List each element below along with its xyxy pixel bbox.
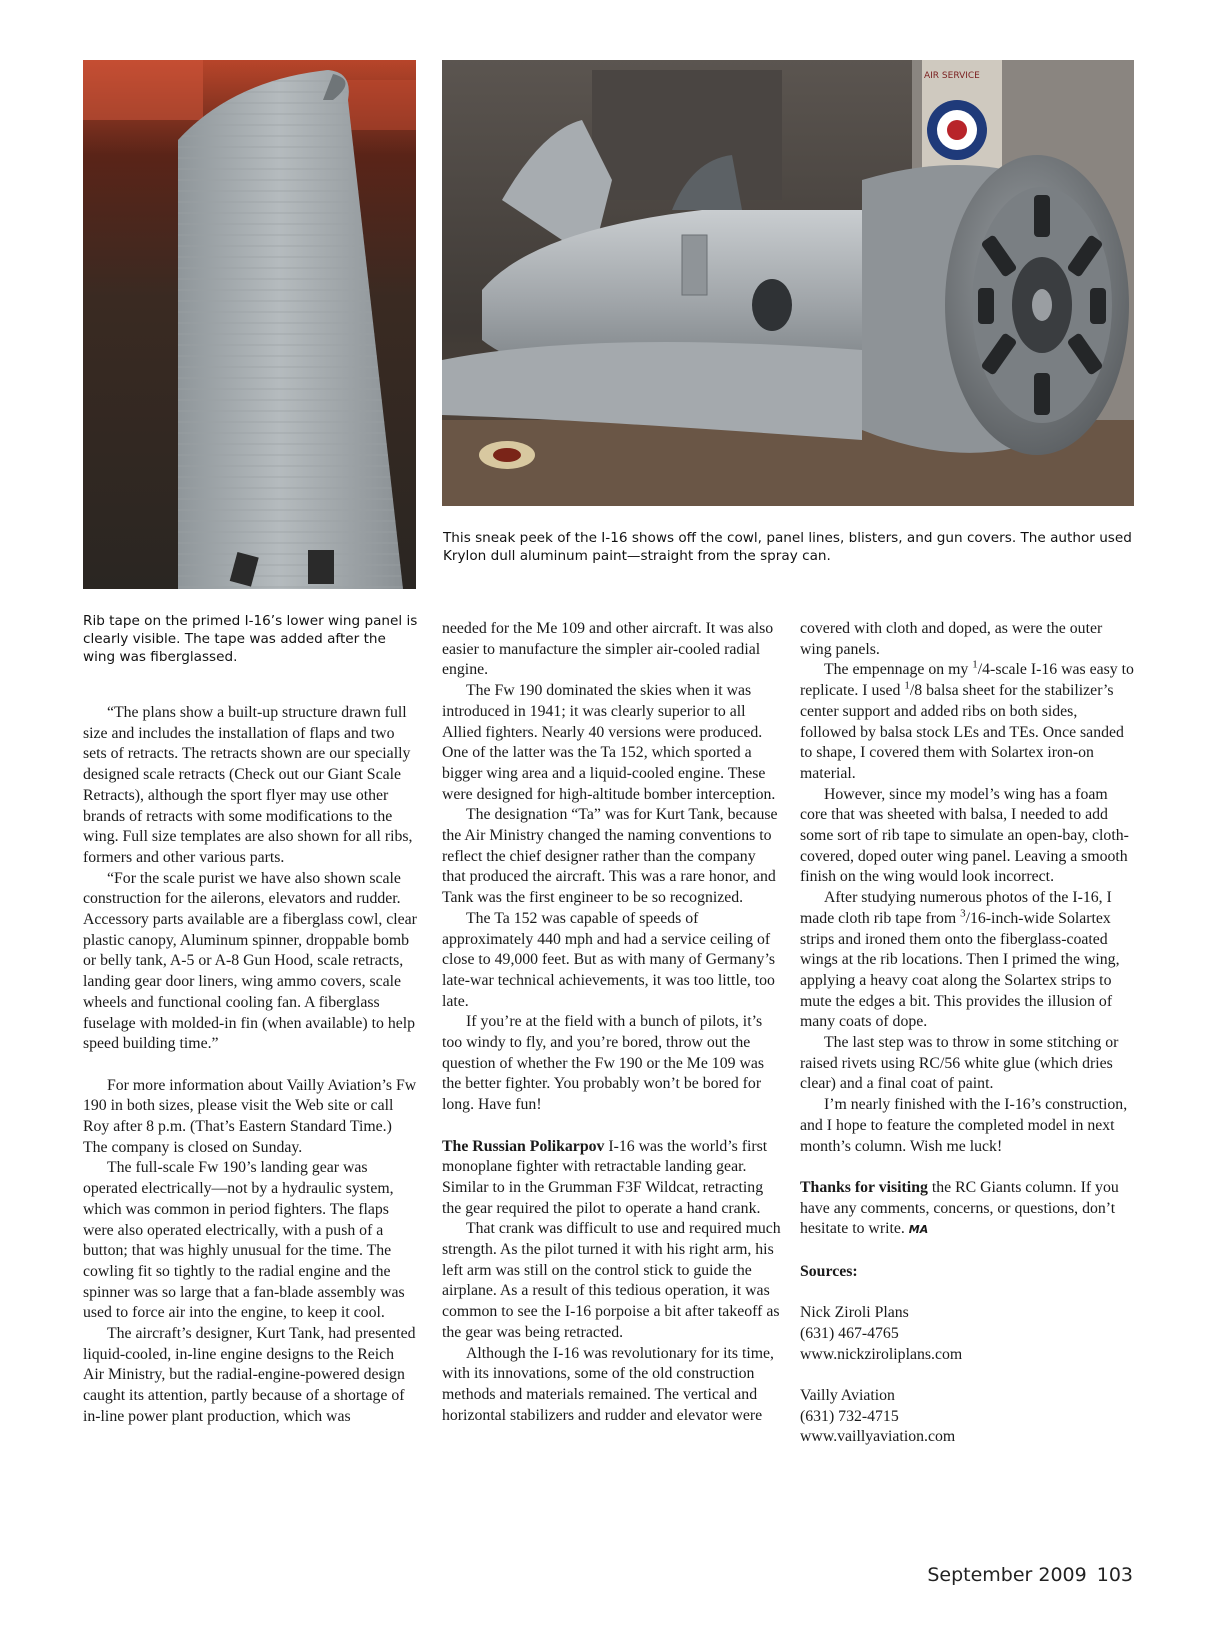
- wing-photo-illustration: [83, 60, 416, 589]
- paragraph-text: /4-scale I-16 was easy to replicate. I used: [800, 661, 1134, 700]
- paragraph: [442, 1137, 782, 1220]
- paragraph: For more information about Vailly Aviation’s Fw 190 in both sizes, please visit the Web site or call Roy after 8 p.m. (That’s Eastern Standard Time.) The company is closed on Sunday.: [83, 1076, 417, 1156]
- source-name: Nick Ziroli Plans: [800, 1304, 909, 1322]
- page-number: 103: [1096, 1564, 1133, 1586]
- paragraph: The Ta 152 was capable of speeds of approximately 440 mph and had a service ceiling of close to 49,000 feet. But as with many of Germany’s late-war technical achievements, it was too little, too late.: [442, 909, 775, 1010]
- fraction-numerator: 1: [904, 679, 910, 692]
- issue-date: September 2009: [927, 1564, 1087, 1586]
- article-column-3: [800, 619, 1135, 1448]
- ma-end-mark: MA: [908, 1223, 929, 1237]
- paragraph: The designation “Ta” was for Kurt Tank, because the Air Ministry changed the naming conventions to reflect the chief designer rather than the company that produced the aircraft. This was a rare honor, and Tank was the first engineer to be so recognized.: [442, 806, 778, 907]
- paragraph: needed for the Me 109 and other aircraft. It was also easier to manufacture the simpler air-cooled radial engine.: [442, 620, 774, 679]
- source-name: Vailly Aviation: [800, 1386, 895, 1404]
- paragraph: “For the scale purist we have also shown scale construction for the ailerons, elevators and rudder. Accessory parts available are a fiberglass cowl, clear plastic canopy, Aluminum spinner, droppable bomb or belly tank, A-5 or A-8 Gun Hood, scale retracts, landing gear door liners, wing ammo covers, scale wheels and functional cooling fan. A fiberglass fuselage with molded-in fin (when available) to help speed building time.”: [83, 869, 417, 1053]
- paragraph: The Fw 190 dominated the skies when it was introduced in 1941; it was clearly superior to all Allied fighters. Nearly 40 versions were produced. One of the latter was the Ta 152, which sported a bigger wing area and a liquid-cooled engine. These were designed for high-altitude bomber interception.: [442, 682, 776, 803]
- paragraph: [800, 1178, 1135, 1241]
- section-lead: Thanks for visiting: [800, 1178, 928, 1196]
- paragraph: The aircraft’s designer, Kurt Tank, had presented liquid-cooled, in-line engine designs to the Reich Air Ministry, but the radial-engine-powered design caught its attention, partly because of a shortage of in-line power plant production, which was: [83, 1325, 416, 1425]
- paragraph: [800, 888, 1135, 1033]
- source-website[interactable]: www.vaillyaviation.com: [800, 1428, 956, 1446]
- poster-text: AIR SERVICE: [924, 71, 980, 81]
- source-phone: (631) 467-4765: [800, 1324, 899, 1342]
- paragraph-text: /8 balsa sheet for the stabilizer’s center support and added ribs on both sides, followed by balsa stock LEs and TEs. Once sanded to shape, I covered them with Solartex iron-on material.: [800, 682, 1124, 782]
- paragraph: [800, 660, 1135, 784]
- paragraph-text: /16-inch-wide Solartex strips and ironed them onto the fiberglass-coated wings at the rib locations. Then I primed the wing, applying a heavy coat along the Solartex strips to mute the edges a bit. This provides the illusion of many coats of dope.: [800, 909, 1120, 1031]
- page-folio: [927, 1564, 1133, 1586]
- wing-photo: [83, 60, 416, 589]
- paragraph-text: the RC Giants column. If you have any comments, concerns, or questions, don’t hesitate to write.: [800, 1178, 1119, 1238]
- paragraph: Although the I-16 was revolutionary for its time, with its innovations, some of the old construction methods and materials remained. The vertical and horizontal stabilizers and rudder and elevator were: [442, 1344, 774, 1424]
- source-website[interactable]: www.nickziroliplans.com: [800, 1345, 963, 1363]
- article-column-2: [442, 619, 782, 1426]
- paragraph: If you’re at the field with a bunch of pilots, it’s too windy to fly, and you’re bored, throw out the question of whether the Fw 190 or the Me 109 was the better fighter. You probably won’t be bored for long. Have fun!: [442, 1013, 765, 1114]
- paragraph: The full-scale Fw 190’s landing gear was operated electrically—not by a hydraulic system, which was common in period fighters. The flaps were also operated electrically, with a push of a button; that was highly unusual for the time. The cowling fit so tightly to the radial engine and the spinner was so large that a fan-blade assembly was used to force air into the engine, to keep it cool.: [83, 1159, 405, 1322]
- plane-photo: [442, 60, 1134, 506]
- paragraph-text: The empennage on my: [824, 661, 973, 679]
- paragraph: I’m nearly finished with the I-16’s construction, and I hope to feature the completed model in next month’s column. Wish me luck!: [800, 1096, 1128, 1155]
- paragraph-text: After studying numerous photos of the I-16, I made cloth rib tape from: [800, 889, 1112, 927]
- source-phone: (631) 732-4715: [800, 1407, 899, 1425]
- source-entry: [800, 1303, 1135, 1365]
- paragraph: The last step was to throw in some stitching or raised rivets using RC/56 white glue (which dries clear) and a final coat of paint.: [800, 1034, 1119, 1093]
- plane-photo-caption: This sneak peek of the I-16 shows off the cowl, panel lines, blisters, and gun covers. The author used Krylon dull aluminum paint—straight from the spray can.: [443, 530, 1132, 564]
- wing-photo-caption: Rib tape on the primed I-16’s lower wing panel is clearly visible. The tape was added after the wing was fiberglassed.: [83, 613, 418, 665]
- section-lead: The Russian Polikarpov: [442, 1137, 605, 1155]
- paragraph: covered with cloth and doped, as were the outer wing panels.: [800, 620, 1103, 658]
- paragraph: That crank was difficult to use and required much strength. As the pilot turned it with his right arm, his left arm was still on the control stick to guide the airplane. As a result of this tedious operation, it was common to see the I-16 porpoise a bit after takeoff as the gear was being retracted.: [442, 1220, 781, 1341]
- source-entry: [800, 1386, 1135, 1448]
- fraction-numerator: 3: [960, 907, 966, 920]
- plane-photo-illustration: [442, 60, 1134, 506]
- paragraph-text: I-16 was the world’s first monoplane fighter with retractable landing gear. Similar to in the Grumman F3F Wildcat, retracting the gear required the pilot to operate a hand crank.: [442, 1137, 768, 1217]
- fraction-numerator: 1: [972, 659, 978, 672]
- paragraph: “The plans show a built-up structure drawn full size and includes the installation of flaps and two sets of retracts. The retracts shown are our specially designed scale retracts (Check out our Giant Scale Retracts), although the sport flyer may use other brands of retracts with some modifications to the wing. Full size templates are also shown for all ribs, formers and other various parts.: [83, 704, 413, 866]
- sources-heading-text: Sources:: [800, 1262, 858, 1280]
- sources-heading: [800, 1262, 1135, 1283]
- paragraph: However, since my model’s wing has a foam core that was sheeted with balsa, I needed to add some sort of rib tape to simulate an open-bay, cloth-covered, doped outer wing panel. Leaving a smooth finish on the wing would look incorrect.: [800, 785, 1129, 886]
- article-column-1: [83, 703, 418, 1428]
